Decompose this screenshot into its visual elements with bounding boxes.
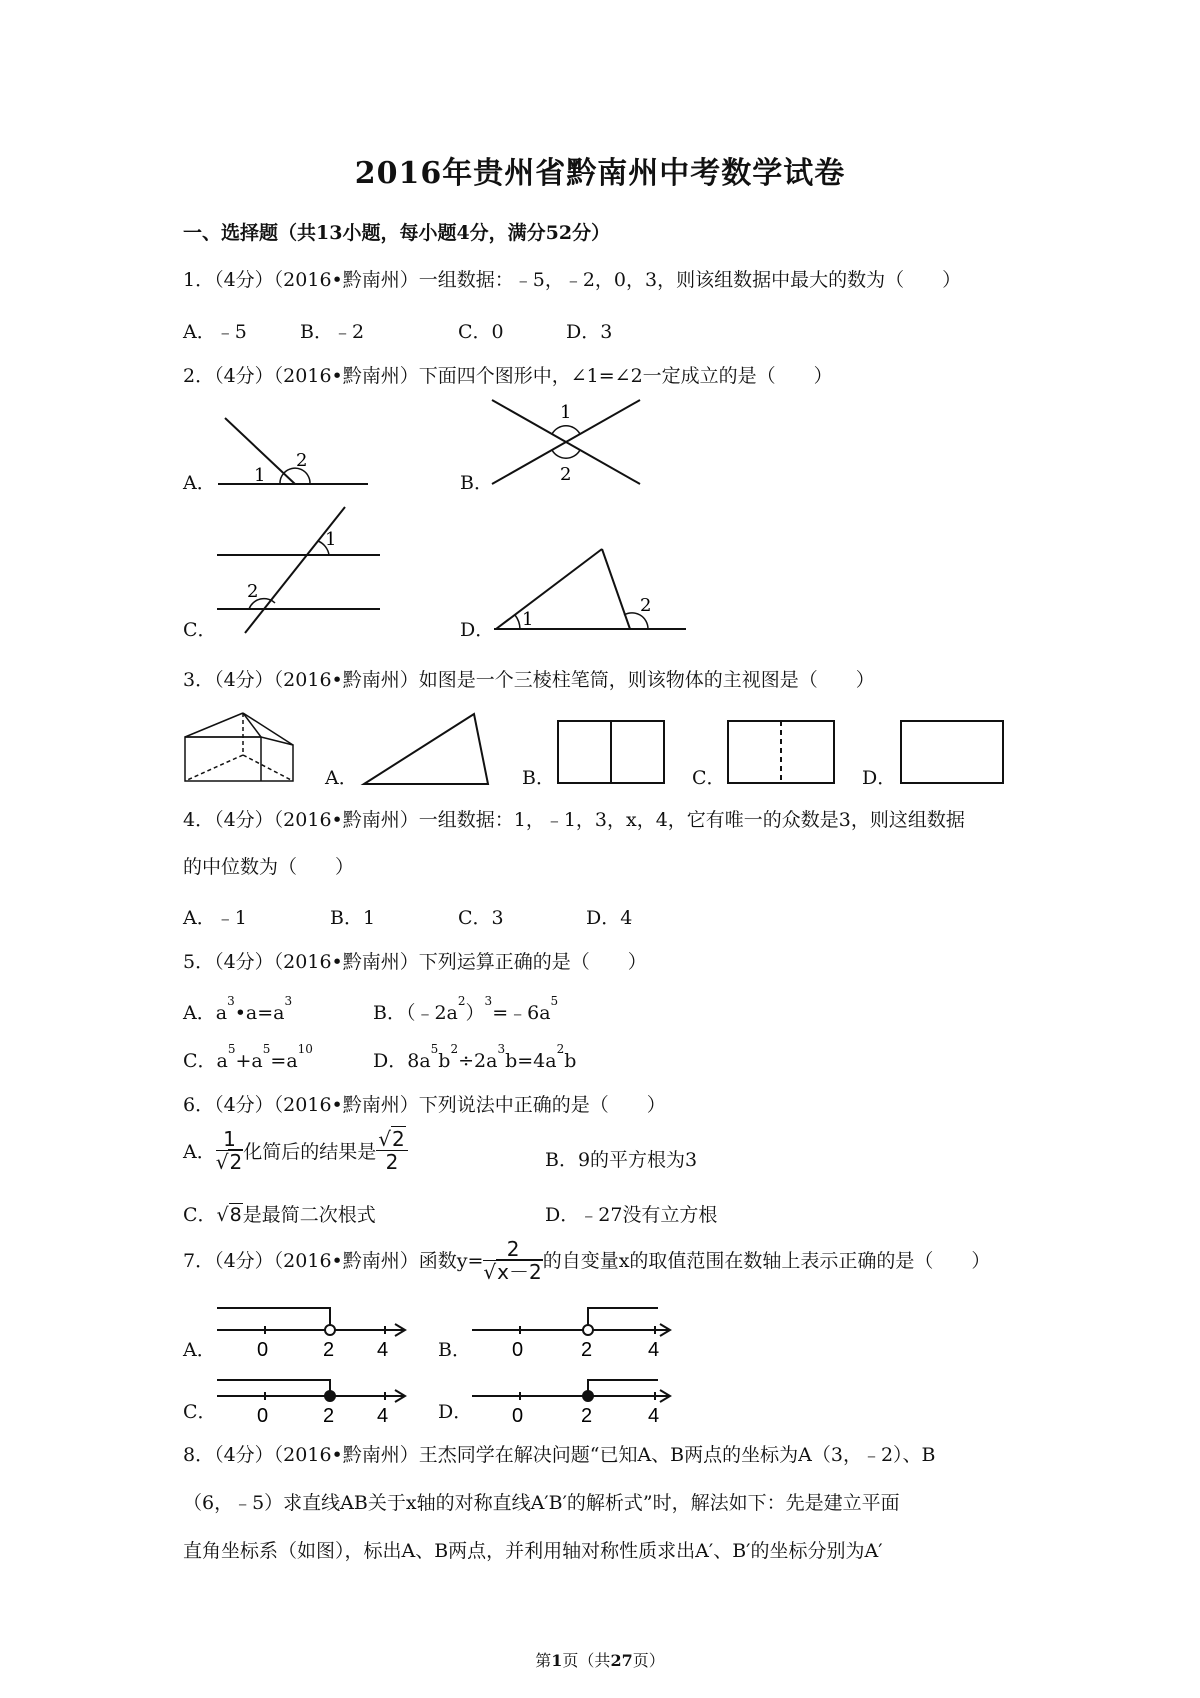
q3-label-a: A．: [325, 767, 358, 789]
question-3-stem: 3．（4分）（2016•黔南州）如图是一个三棱柱笔筒，则该物体的主视图是（ ）: [183, 669, 875, 691]
q2-label-b: B．: [460, 472, 493, 494]
q7-number-line-d: [470, 1368, 680, 1428]
q4-option-c: C．3: [458, 907, 504, 929]
q4-option-d: D．4: [586, 907, 633, 929]
page-title: 2016年贵州省黔南州中考数学试卷: [354, 156, 846, 191]
q2-figure-a: [200, 410, 380, 490]
q7-function-fraction: $\frac{2}{√x-2}$: [483, 1237, 542, 1284]
q3-label-d: D．: [862, 767, 897, 789]
q2-figure-b: [490, 398, 650, 488]
q3-option-d-rect: [900, 720, 1006, 786]
question-4-stem-line1: 4．（4分）（2016•黔南州）一组数据：1，﹣1，3，x，4，它有唯一的众数是3，则这组数据: [183, 809, 965, 831]
q1-option-a: A．﹣5: [183, 321, 247, 343]
q3-prism-figure: [183, 705, 303, 785]
q5-option-a: A．$a^3•a=a^3$: [183, 994, 293, 1024]
q3-option-b-rect: [557, 720, 667, 786]
svg-text:2: 2: [323, 1339, 335, 1361]
q7-label-b: B．: [438, 1339, 471, 1361]
q2-label-d: D．: [460, 619, 495, 641]
question-6-stem: 6．（4分）（2016•黔南州）下列说法中正确的是（ ）: [183, 1094, 666, 1116]
q1-option-b: B．﹣2: [300, 321, 365, 343]
q5-option-d: D．$8a^5b^2\div 2a^3b=4a^2b$: [373, 1042, 577, 1072]
q1-option-d: D．3: [566, 321, 613, 343]
q3-option-c-rect: [727, 720, 837, 786]
question-1-stem: 1．（4分）（2016•黔南州）一组数据：﹣5，﹣2，0，3，则该组数据中最大的数为（ ）: [183, 269, 962, 291]
q6-option-b: B．9的平方根为3: [545, 1149, 698, 1171]
q2b-angle-1: 1: [560, 402, 572, 423]
question-7-stem: 7．（4分）（2016•黔南州）函数y= $\frac{2}{√x-2}$ 的自变量x的取值范围在数轴上表示正确的是（ ）: [183, 1237, 991, 1284]
q6-option-a: A． $\frac{1}{√2}$ 化简后的结果是 $\frac{√2}{2}$: [183, 1128, 408, 1173]
q2a-angle-1: 1: [254, 465, 266, 486]
q6a-result-fraction: $\frac{√2}{2}$: [376, 1128, 407, 1173]
q4-option-b: B．1: [330, 907, 376, 929]
q2c-angle-1: 1: [325, 529, 337, 550]
q2b-angle-2: 2: [560, 464, 572, 485]
page-footer: 第1页（共27页）: [535, 1651, 665, 1670]
q6-option-d: D．﹣27没有立方根: [545, 1204, 718, 1226]
q1-option-c: C．0: [458, 321, 504, 343]
q7-label-c: C．: [183, 1401, 217, 1423]
q2d-angle-1: 1: [522, 609, 534, 630]
q5-option-c: C．$a^5+a^5=a^{10}$: [183, 1042, 313, 1072]
q7-label-d: D．: [438, 1401, 473, 1423]
svg-text:4: 4: [648, 1339, 660, 1361]
q6a-fraction: $\frac{1}{√2}$: [215, 1127, 243, 1174]
q7-label-a: A．: [183, 1339, 216, 1361]
q7-number-line-a: [215, 1300, 415, 1362]
q2c-angle-2: 2: [247, 581, 259, 602]
question-2-stem: 2．（4分）（2016•黔南州）下面四个图形中，∠1=∠2一定成立的是（ ）: [183, 365, 833, 387]
question-8-line1: 8．（4分）（2016•黔南州）王杰同学在解决问题“已知A、B两点的坐标为A（3，﹣2）、B: [183, 1444, 936, 1466]
q2-figure-c: [215, 505, 385, 635]
question-8-line3: 直角坐标系（如图），标出A、B两点，并利用轴对称性质求出A′、B′的坐标分别为A′: [183, 1540, 883, 1562]
q7-number-line-c: [215, 1368, 415, 1428]
svg-text:0: 0: [257, 1339, 269, 1361]
q4-option-a: A．﹣1: [183, 907, 247, 929]
question-8-line2: （6，﹣5）求直线AB关于x轴的对称直线A′B′的解析式”时，解法如下：先是建立平面: [183, 1492, 900, 1514]
question-5-stem: 5．（4分）（2016•黔南州）下列运算正确的是（ ）: [183, 951, 647, 973]
svg-text:2: 2: [581, 1339, 593, 1361]
q5-option-b: B．$(﹣2a^2)^3=﹣6a^5$: [373, 994, 559, 1024]
q2-label-a: A．: [183, 472, 216, 494]
svg-text:0: 0: [257, 1405, 269, 1427]
q3-label-c: C．: [692, 767, 726, 789]
svg-text:4: 4: [377, 1405, 389, 1427]
svg-text:2: 2: [581, 1405, 593, 1427]
q2a-angle-2: 2: [296, 450, 308, 471]
q2d-angle-2: 2: [640, 595, 652, 616]
q6-option-c: C．√8是最简二次根式: [183, 1204, 376, 1226]
q3-option-a-triangle: [362, 712, 492, 786]
svg-text:0: 0: [512, 1339, 524, 1361]
svg-text:4: 4: [377, 1339, 389, 1361]
svg-text:0: 0: [512, 1405, 524, 1427]
section-heading: 一、选择题（共13小题，每小题4分，满分52分）: [183, 222, 611, 244]
question-4-stem-line2: 的中位数为（ ）: [183, 856, 355, 878]
q2-figure-d: [490, 545, 690, 635]
svg-text:4: 4: [648, 1405, 660, 1427]
svg-text:2: 2: [323, 1405, 335, 1427]
q2-label-c: C．: [183, 619, 217, 641]
q7-number-line-b: [470, 1300, 680, 1362]
q3-label-b: B．: [522, 767, 555, 789]
